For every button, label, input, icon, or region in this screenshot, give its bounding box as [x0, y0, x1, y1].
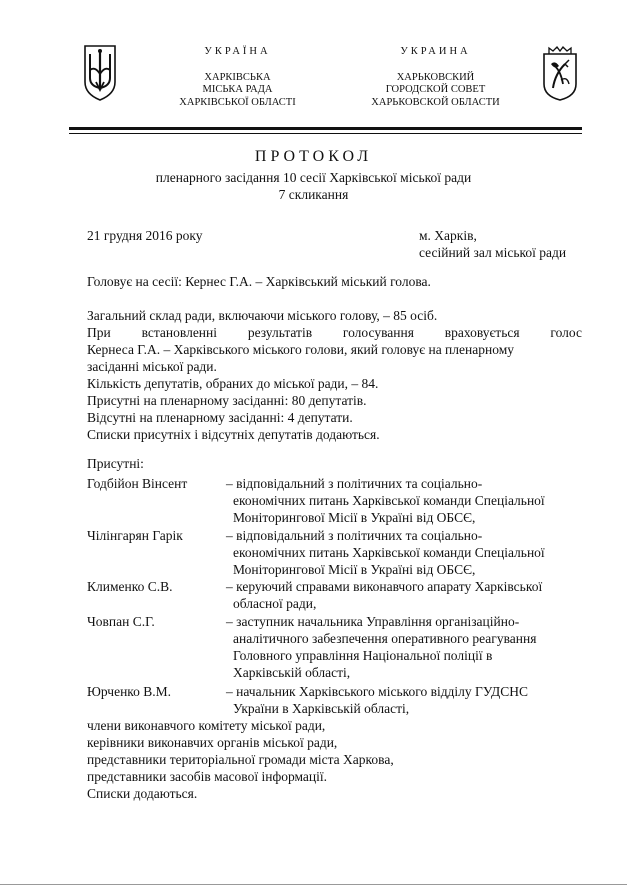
place-line2: сесійний зал міської ради: [419, 245, 567, 260]
vote-word: встановленні: [141, 325, 218, 340]
page-bottom-edge: [0, 884, 627, 885]
attendee-role-line: економічних питань Харківської команди Спеціальної: [233, 493, 545, 508]
header-left-country: УКРАЇНА: [204, 46, 271, 57]
vote-line3: засіданні міської ради.: [87, 359, 217, 374]
place-line1: м. Харків,: [419, 228, 477, 243]
attendee-role-line: – відповідальний з політичних та соціально-: [226, 528, 483, 543]
vote-word: результатів: [247, 325, 313, 340]
header-right-line2: ГОРОДСКОЙ СОВЕТ: [385, 84, 486, 95]
header-right: [348, 46, 523, 109]
attendee-name: Човпан С.Г.: [87, 614, 155, 629]
subtitle-line2: 7 скликання: [278, 187, 349, 202]
header-rule-thin: [69, 133, 582, 134]
vote-word: При: [87, 325, 111, 340]
attendee-role-line: – заступник начальника Управління організаційно-: [226, 614, 520, 629]
attendee-name: Чілінгарян Гарік: [87, 528, 183, 543]
header-right-line1: ХАРЬКОВСКИЙ: [396, 71, 475, 83]
absent-count: Відсутні на пленарному засіданні: 4 депутати.: [87, 410, 353, 425]
attendee-role-line: – керуючий справами виконавчого апарату Харківської: [226, 579, 543, 594]
closing-line: керівники виконавчих органів міської ради,: [87, 735, 338, 750]
header-left-line1: ХАРКІВСЬКА: [204, 71, 271, 83]
attendee-role-line: – начальник Харківського міського відділу ГУДСНС: [226, 684, 529, 699]
attendee-name: Юрченко В.М.: [87, 684, 172, 699]
header-left-line3: ХАРКІВСЬКОЇ ОБЛАСТІ: [179, 96, 296, 108]
attendee-role-line: Моніторингової Місії в Україні від ОБСЄ,: [233, 562, 476, 577]
vote-word: голос: [550, 325, 582, 340]
chair-line: Головує на сесії: Кернес Г.А. – Харківський міський голова.: [87, 274, 431, 289]
vote-line2: Кернеса Г.А. – Харківського міського голови, який головує на пленарному: [87, 342, 514, 357]
header-rule-thick: [69, 127, 582, 130]
document-title: ПРОТОКОЛ: [254, 148, 373, 165]
closing-line: представники засобів масової інформації.: [87, 769, 328, 784]
present-count: Присутні на пленарному засіданні: 80 депутатів.: [87, 393, 367, 408]
header-right-line3: ХАРЬКОВСКОЙ ОБЛАСТИ: [371, 96, 500, 108]
subtitle-line1: пленарного засідання 10 сесії Харківської міської ради: [155, 170, 472, 185]
attendee-name: Годбійон Вінсент: [87, 476, 188, 491]
closing-line: Списки додаються.: [87, 786, 198, 801]
header-left: [150, 46, 325, 109]
trident-icon: [83, 44, 117, 102]
header-right-country: УКРАИНА: [400, 46, 471, 57]
vote-word: враховується: [444, 325, 520, 340]
closing-line: члени виконавчого комітету міської ради,: [87, 718, 326, 733]
attendee-role-line: – відповідальний з політичних та соціально-: [226, 476, 483, 491]
attendee-role-line: аналітичного забезпечення оперативного реагування: [233, 631, 537, 646]
attendee-role-line: обласної ради,: [233, 596, 317, 611]
attendee-role-line: Харківській області,: [233, 665, 351, 680]
vote-line1: [87, 324, 582, 341]
city-coat-of-arms-icon: [541, 44, 579, 102]
attendee-role-line: України в Харківській області,: [233, 701, 410, 716]
document-date: 21 грудня 2016 року: [87, 228, 203, 243]
attendee-role-line: Моніторингової Місії в Україні від ОБСЄ,: [233, 510, 476, 525]
attendee-name: Клименко С.В.: [87, 579, 173, 594]
vote-word: голосування: [342, 325, 414, 340]
present-label: Присутні:: [87, 456, 144, 471]
closing-line: представники територіальної громади міста Харкова,: [87, 752, 394, 767]
elected-count: Кількість депутатів, обраних до міської ради, – 84.: [87, 376, 379, 391]
attendee-role-line: Головного управління Національної поліції в: [233, 648, 493, 663]
total-composition: Загальний склад ради, включаючи міського голову, – 85 осіб.: [87, 308, 438, 323]
header-left-line2: МІСЬКА РАДА: [202, 84, 273, 95]
attendee-role-line: економічних питань Харківської команди Спеціальної: [233, 545, 545, 560]
lists-attached: Списки присутніх і відсутніх депутатів додаються.: [87, 427, 380, 442]
